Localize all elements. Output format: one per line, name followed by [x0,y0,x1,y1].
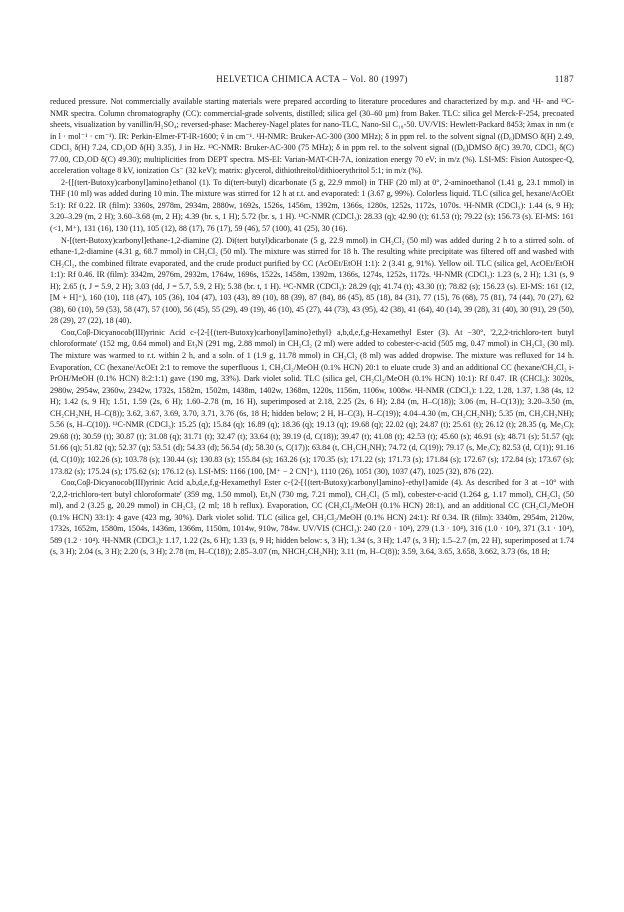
paragraph-compound-2: N-[(tert-Butoxy)carbonyl]ethane-1,2-diamine (2). Di(tert butyl)dicarbonate (5 g, 22.9 mmol) in CH₂Cl₂ (50 ml) was added during 2 h to a stirred soln. of ethane-1,2-diamine (4.31 g, 68.7 mmol) in CH₂Cl₂ (50 ml). The mixture was stirred for 18 h. The resulting white precipitate was filtered off and washed with CH₂Cl₂, the combined filtrate evaporated, and the crude product purified by CC (AcOEt/EtOH 1:1): 2 (3.41 g, 91%). Yellow oil. TLC (silica gel, AcOEt/EtOH 1:1): Rf 0.46. IR (film): 3342m, 2976m, 2932m, 1764w, 1696s, 1522s, 1458m, 1392m, 1366s, 1274s, 1252s, 1172s. ¹H-NMR (CDCl₃): 1.23 (s, 2 H); 1.31 (s, 9 H); 2.65 (t, J = 5.9, 2 H); 3.03 (dd, J = 5.7, 5.9, 2 H); 5.38 (br. t, 1 H). ¹³C-NMR (CDCl₃): 28.29 (q); 41.74 (t); 43.30 (t); 78.82 (s); 156.23 (s). EI-MS: 161 (12, [M + H]⁺), 160 (10), 118 (47), 105 (36), 104 (47), 103 (43), 89 (10), 88 (39), 87 (84), 86 (45), 85 (18), 84 (31), 77 (15), 76 (68), 75 (81), 74 (44), 70 (27), 62 (38), 60 (10), 59 (53), 58 (47), 57 (100), 56 (45), 55 (29), 49 (19), 46 (10), 45 (27), 44 (73), 43 (95), 42 (38), 41 (64), 40 (14), 39 (28), 31 (40), 30 (91), 29 (50), 28 (29), 27 (22), 18 (40). [50,235,574,326]
journal-title: HELVETICA CHIMICA ACTA – Vol. 80 (1997) [216,74,408,84]
page-number: 1187 [554,74,574,84]
paragraph-compound-3: Coα,Coβ-Dicyanocob(III)yrinic Acid c-{2-[{(tert-Butoxy)carbonyl]amino}ethyl} a,b,d,e,f,g-Hexamethyl Ester (3). At −30°, '2,2,2-trichloro-tert butyl chloroformate' (152 mg, 0.64 mmol) and Et₃N (291 mg, 2.88 mmol) in CH₂Cl₂ (2 ml) were added to cobester-c-acid (505 mg, 0.47 mmol) in CH₂Cl₂ (30 ml). The mixture was warmed to r.t. within 2 h, and a soln. of 1 (1.9 g, 11.78 mmol) in CH₂Cl₂ (8 ml) was added dropwise. The mixture was refluxed for 14 h. Evaporation, CC (hexane/AcOEt 2:1 to remove the superfluous 1, CH₂Cl₂/MeOH (0.1% HCN) 20:1 to eluate crude 3) and an additional CC (hexane/CH₂Cl₂ i-PrOH/MeOH (0.1% HCN) 8:2:1:1) gave (190 mg, 33%). Dark violet solid. TLC (silica gel, CH₂Cl₂/MeOH (0.1% HCN) 10:1): Rf 0.47. IR (CHCl₃): 3020s, 2980w, 2954w, 2360w, 2342w, 1732s, 1582m, 1502m, 1438m, 1402w, 1368m, 1220s, 1156m, 1106w, 1008w. ¹H-NMR (CDCl₃): 1.22, 1.28, 1.37, 1.38 (4s, 12 H); 1.42 (s, 9 H); 1.51, 1.59 (2s, 6 H); 1.60–2.78 (m, 16 H), superimposed at 2.18, 2.25 (2s, 6 H); 2.84 (m, H–C(18)); 3.06 (m, H–C(13)); 3.20–3.50 (m, CH₂CH₂NH, H–C(8)); 3.62, 3.67, 3.69, 3.70, 3.71, 3.76 (6s, 18 H; hidden below; 2 H, H–C(3), H–C(19)); 4.04–4.30 (m, CH₂CH₂NH); 5.35 (m, CH₂CH₂NH); 5.56 (s, H–C(10)). ¹³C-NMR (CDCl₃): 15.25 (q); 15.84 (q); 16.89 (q); 18.36 (q); 19.13 (q); 19.68 (q); 22.02 (q); 24.87 (t); 25.61 (t); 26.12 (t); 28.35 (q, Me₃C); 29.68 (t); 30.59 (t); 30.87 (t); 31.08 (q); 31.71 (t); 32.47 (t); 33.64 (t); 39.19 (d, C(18)); 39.47 (t); 41.08 (t); 42.53 (t); 45.60 (s); 46.91 (s); 48.71 (s); 51.57 (q); 51.66 (q); 51.82 (q); 52.37 (q); 53.51 (d); 54.33 (d); 56.54 (d); 58.30 (s, C(17)); 63.84 (t, CH₂CH₂NH); 74.72 (d, C(19)); 79.17 (s, Me₃C); 82.53 (d, C(1)); 91.16 (d, C(10)); 102.26 (s); 103.78 (s); 130.44 (s); 130.83 (s); 155.84 (s); 163.26 (s); 170.35 (s); 171.22 (s); 171.73 (s); 171.84 (s); 172.67 (s); 172.84 (s); 173.67 (s); 173.82 (s); 175.24 (s); 175.62 (s); 176.12 (s). LSI-MS: 1166 (100, [M⁺ − 2 CN]⁺), 1110 (26), 1051 (30), 1037 (47), 1025 (32), 876 (22). [50,327,574,476]
running-header [50,74,574,88]
paragraph-compound-4: Coα,Coβ-Dicyanocob(III)yrinic Acid a,b,d,e,f,g-Hexamethyl Ester c-{2-[{(tert-Butoxy)carbonyl]amino}-ethyl}amide (4). As described for 3 at −10° with '2,2,2-trichloro-tert butyl chloroformate' (359 mg, 1.50 mmol), Et₃N (730 mg, 7.21 mmol), CH₂Cl₂ (5 ml), cobester-c-acid (1.264 g, 1.17 mmol), CH₂Cl₂ (50 ml), and 2 (3.25 g, 20.29 mmol) in CH₂Cl₂ (2 ml; 18 h reflux). Evaporation, CC (CH₂Cl₂/MeOH (0.1% HCN) 28:1), and an additional CC (CH₂Cl₂/MeOH (0.1% HCN) 33:1): 4 gave (423 mg, 30%). Dark violet solid. TLC (silica gel, CH₂Cl₂/MeOH (0.1% HCN) 24:1): Rf 0.34. IR (film): 3340m, 2954m, 2120w, 1732s, 1652m, 1580m, 1504s, 1436m, 1366m, 1150m, 1014w, 910w, 784w. UV/VIS (CHCl₃): 240 (2.0 · 10⁴), 279 (1.3 · 10⁴), 316 (1.0 · 10⁴), 371 (3.1 · 10⁴), 589 (1.2 · 10⁴). ¹H-NMR (CDCl₃): 1.17, 1.22 (2s, 6 H); 1.33 (s, 9 H; hidden below: s, 3 H); 1.34 (s, 3 H); 1.47 (s, 3 H); 1.5–2.7 (m, 22 H), superimposed at 1.74 (s, 3 H); 2.04 (s, 3 H); 2.20 (s, 3 H); 2.78 (m, H–C(18)); 2.85–3.07 (m, NHCH₂CH₂NH); 3.11 (m, H–C(8)); 3.59, 3.64, 3.65, 3.658, 3.662, 3.73 (6s, 18 H; [50,478,574,557]
article-body [50,96,574,558]
paragraph-general-methods: reduced pressure. Not commercially available starting materials were prepared according to literature procedures and characterized by m.p. and ¹H- and ¹³C-NMR spectra. Column chromatography (CC): commercial-grade solvents, distilled; silica gel (30–60 µm) from Baker. TLC: silica gel Merck-F-254, precoated sheets, visualization by vanillin/H₂SO₄; reversed-phase: Macherey-Nagel plates for nano-TLC, Nano-Sil C₁₈-50. UV/VIS: Hewlett-Packard 8453; λmax in nm (ε in l · mol⁻¹ · cm⁻¹). IR: Perkin-Elmer-FT-IR-1600; ṽ in cm⁻¹. ¹H-NMR: Bruker-AC-300 (300 MHz); δ in ppm rel. to the solvent signal ((D₆)DMSO δ(H) 2.49, CDCl₃ δ(H) 7.24, CD₃OD δ(H) 3.35), J in Hz. ¹³C-NMR: Bruker-AC-300 (75 MHz); δ in ppm rel. to the solvent signal ((D₆)DMSO δ(C) 39.70, CDCl₃ δ(C) 77.00, CD₃OD δ(C) 49.30); multiplicities from DEPT spectra. MS-EI: Varian-MAT-CH-7A, ionization energy 70 eV; in m/z (%). LSI-MS: Fision Autospec-Q, acceleration voltage 8 kV, ionization Cs⁻ (32 keV); matrix: glycerol, dithiothreitol/dithioerythritol 5:1; in m/z (%). [50,97,574,176]
paragraph-compound-1: 2-{[(tert-Butoxy)carbonyl]amino}ethanol (1). To di(tert-butyl) dicarbonate (5 g, 22.9 mmol) in THF (20 ml) at 0°, 2-aminoethanol (1.41 g, 23.1 mmol) in THF (10 ml) was added during 10 min. The mixture was stirred for 12 h at r.t. and evaporated: 1 (3.67 g, 99%). Colorless liquid. TLC (silica gel, hexane/AcOEt 5:1): Rf 0.22. IR (film): 3360s, 2978m, 2934m, 2880w, 1692s, 1526s, 1456m, 1392m, 1366s, 1280s, 1252s, 1172s, 1070s. ¹H-NMR (CDCl₃): 1.44 (s, 9 H); 3.20–3.29 (m, 2 H); 3.60–3.68 (m, 2 H); 4.39 (br. s, 1 H); 5.72 (br. s, 1 H). ¹³C-NMR (CDCl₃): 28.33 (q); 42.90 (t); 61.53 (t); 79.22 (s); 156.73 (s). EI-MS: 161 (<1, M⁺), 131 (16), 130 (11), 105 (12), 88 (17), 76 (17), 59 (46), 57 (100), 41 (25), 30 (16). [50,177,574,234]
